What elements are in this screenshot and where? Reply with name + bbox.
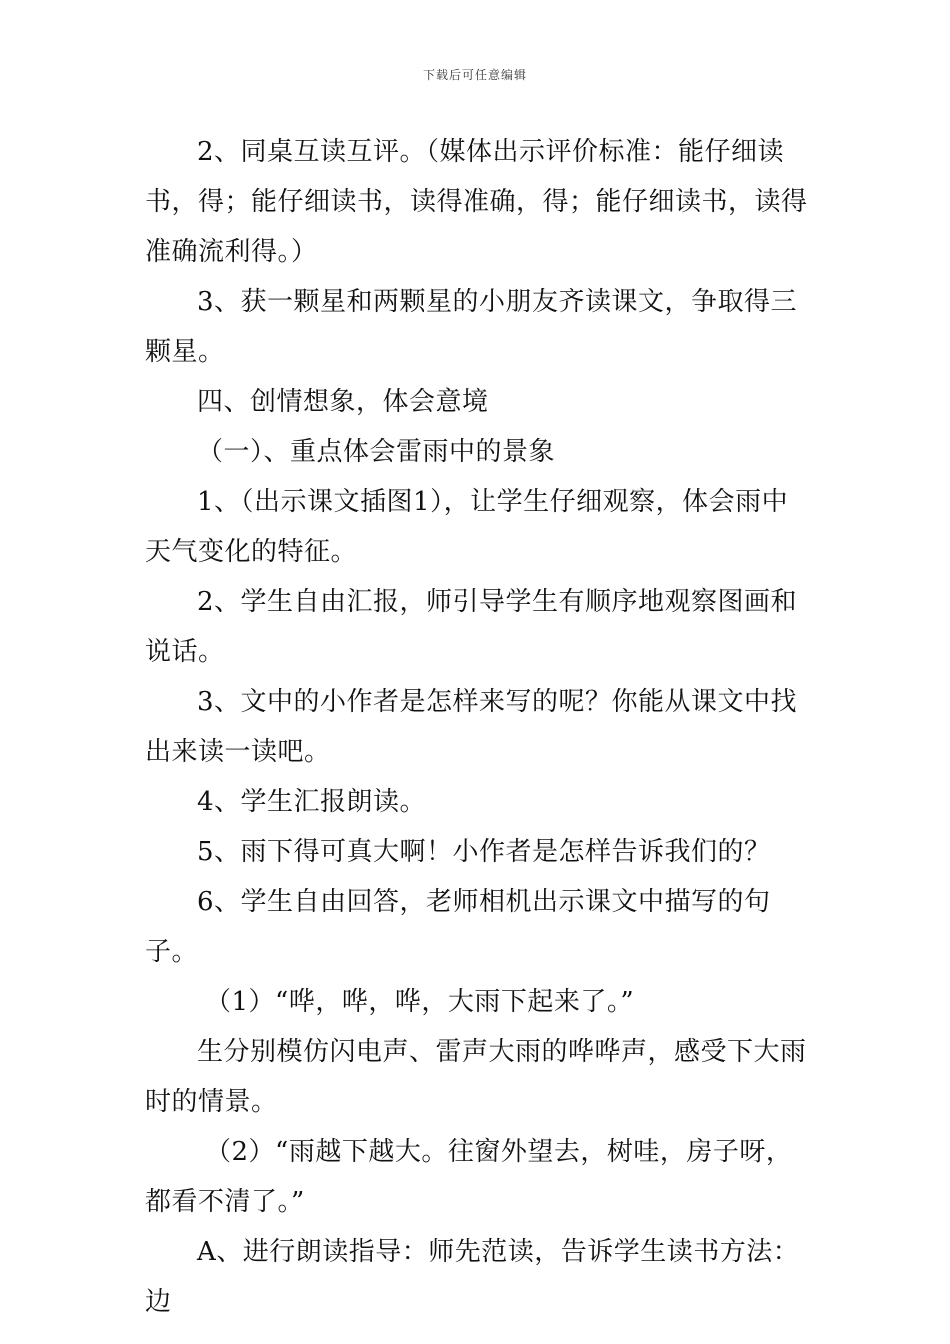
page-header: 下载后可任意编辑	[422, 68, 527, 82]
paragraph-imitate-sounds: 生分别模仿闪电声、雷声大雨的哗哗声，感受下大雨时的情景。	[145, 1037, 807, 1117]
paragraph-report: 2、学生自由汇报，师引导学生有顺序地观察图画和说话。	[145, 587, 798, 667]
paragraph-peer-review: 2、同桌互读互评。（媒体出示评价标准：能仔细读书，得；能仔细读书，读得准确，得；能仔细读书，读得准确流利得。）	[145, 137, 808, 267]
paragraph-three-stars: 3、获一颗星和两颗星的小朋友齐读课文，争取得三颗星。	[145, 287, 798, 367]
paragraph-answer: 6、学生自由回答，老师相机出示课文中描写的句子。	[145, 887, 771, 967]
paragraph-big-rain: 5、雨下得可真大啊！小作者是怎样告诉我们的？	[197, 837, 771, 867]
quote-2: （2）“雨越下越大。往窗外望去，树哇，房子呀，都看不清了。”	[145, 1137, 793, 1217]
paragraph-find-text: 3、文中的小作者是怎样来写的呢？你能从课文中找出来读一读吧。	[145, 687, 798, 767]
paragraph-reading-guidance: A、进行朗读指导：师先范读，告诉学生读书方法：边	[145, 1237, 800, 1317]
section-heading-4: 四、创情想象，体会意境	[197, 387, 489, 417]
subsection-heading-1: （一）、重点体会雷雨中的景象	[197, 437, 556, 467]
quote-1: （1）“哗，哗，哗，大雨下起来了。”	[205, 987, 635, 1017]
document-body	[145, 127, 810, 1327]
paragraph-read-aloud: 4、学生汇报朗读。	[197, 787, 427, 817]
paragraph-observe-image: 1、（出示课文插图1），让学生仔细观察，体会雨中天气变化的特征。	[145, 487, 789, 567]
